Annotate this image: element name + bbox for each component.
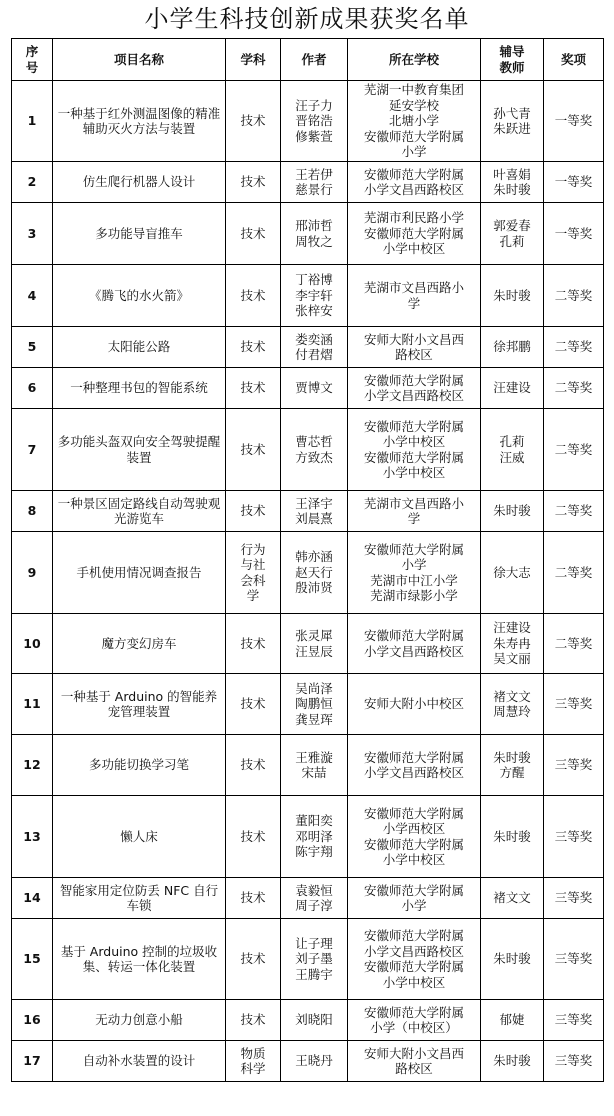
authors-line: 汪昱辰 [295, 643, 333, 659]
project-name-text: 手机使用情况调查报告 [76, 564, 202, 580]
authors-line: 殷沛贤 [295, 580, 333, 596]
schools-line: 安徽师范大学附属 [363, 836, 464, 852]
project-name-text: 仿生爬行机器人设计 [82, 174, 196, 190]
teachers-line: 朱时骏 [493, 503, 531, 519]
project-name-text: 一种整理书包的智能系统 [70, 380, 208, 396]
authors-line: 修紫萱 [295, 128, 333, 144]
subject [226, 265, 281, 327]
authors-line: 陶鹏恒 [295, 696, 333, 712]
schools-line: 安徽师范大学附属 [363, 928, 464, 943]
teachers [481, 532, 544, 614]
schools-line: 小学文昌西路校区 [363, 765, 464, 780]
schools [348, 1041, 481, 1082]
subject-line: 技术 [240, 890, 266, 906]
teachers [481, 491, 544, 532]
authors-line: 袁毅恒 [295, 882, 333, 898]
teachers-line: 褚文文 [493, 890, 531, 906]
authors-line: 付君熠 [295, 347, 333, 362]
subject-line: 技术 [240, 951, 266, 967]
teachers-line: 孔莉 [499, 233, 525, 249]
table-row [12, 735, 604, 796]
row-no: 3 [12, 203, 53, 265]
schools-line: 芜湖市文昌西路小 [363, 495, 464, 511]
authors [281, 614, 348, 674]
project-name [53, 796, 226, 878]
authors-line: 张梓安 [295, 303, 333, 319]
subject-line: 会科 [240, 572, 266, 588]
authors-line: 刘晨熹 [295, 511, 333, 526]
schools-line: 安徽师范大学附属 [363, 372, 464, 388]
teachers-line: 朱寿冉 [493, 635, 531, 651]
authors-line: 赵天行 [295, 564, 333, 580]
teachers-line: 吴文丽 [493, 651, 531, 667]
authors-line: 吴尚泽 [295, 680, 333, 696]
project-name [53, 674, 226, 735]
table-row [12, 265, 604, 327]
teachers [481, 796, 544, 878]
schools [348, 919, 481, 1000]
teachers [481, 614, 544, 674]
project-name [53, 1041, 226, 1082]
authors-line: 董阳奕 [295, 813, 333, 829]
table-row [12, 1041, 604, 1082]
award: 三等奖 [544, 735, 604, 796]
award: 二等奖 [544, 327, 604, 368]
row-no: 14 [12, 878, 53, 919]
schools-line: 安徽师范大学附属 [363, 449, 464, 465]
header-no: 序 号 [12, 39, 53, 81]
schools-line: 小学文昌西路校区 [363, 943, 464, 959]
teachers [481, 1000, 544, 1041]
award: 三等奖 [544, 919, 604, 1000]
project-name-text: 多功能切换学习笔 [88, 757, 189, 773]
award: 二等奖 [544, 491, 604, 532]
table-row [12, 491, 604, 532]
awards-table [11, 38, 604, 1082]
authors-line: 贾博文 [295, 380, 333, 396]
award: 三等奖 [544, 796, 604, 878]
teachers-line: 郁婕 [499, 1012, 525, 1028]
schools-line: 芜湖市绿影小学 [370, 588, 458, 603]
row-no: 2 [12, 162, 53, 203]
table-row [12, 1000, 604, 1041]
project-name [53, 878, 226, 919]
authors [281, 368, 348, 409]
teachers [481, 162, 544, 203]
award: 一等奖 [544, 162, 604, 203]
award: 三等奖 [544, 1000, 604, 1041]
teachers [481, 203, 544, 265]
project-name-text: 多功能头盔双向安全驾驶提醒装置 [57, 434, 221, 465]
table-row [12, 796, 604, 878]
schools [348, 409, 481, 491]
schools-line: 小学西校区 [382, 821, 446, 836]
schools [348, 674, 481, 735]
row-no: 8 [12, 491, 53, 532]
project-name [53, 203, 226, 265]
schools-line: 安徽师范大学附属 [363, 628, 464, 643]
row-no: 11 [12, 674, 53, 735]
project-name [53, 327, 226, 368]
subject-line: 学 [246, 588, 260, 603]
authors-line: 王泽宇 [295, 495, 333, 511]
subject [226, 491, 281, 532]
authors [281, 1000, 348, 1041]
authors-line: 刘晓阳 [295, 1012, 333, 1028]
authors-line: 刘子墨 [295, 951, 333, 967]
project-name [53, 735, 226, 796]
award: 三等奖 [544, 878, 604, 919]
authors-line: 王腾宇 [295, 966, 333, 982]
schools [348, 162, 481, 203]
subject-line: 技术 [240, 174, 266, 190]
authors [281, 532, 348, 614]
project-name [53, 265, 226, 327]
authors-line: 娄奕涵 [295, 331, 333, 347]
authors-line: 陈宇翔 [295, 844, 333, 860]
project-name-text: 懒人床 [120, 828, 158, 844]
project-name [53, 919, 226, 1000]
table-row [12, 162, 604, 203]
authors-line: 周牧之 [295, 233, 333, 249]
subject [226, 81, 281, 162]
authors-line: 韩亦涵 [295, 549, 333, 565]
table-row [12, 203, 604, 265]
subject-line: 技术 [240, 696, 266, 712]
authors-line: 王晓丹 [295, 1053, 333, 1069]
authors-line: 汪子力 [295, 97, 333, 113]
table-row [12, 674, 604, 735]
schools-line: 安师大附小文昌西 [363, 1045, 464, 1061]
teachers [481, 265, 544, 327]
schools-line: 小学中校区 [382, 465, 446, 480]
subject [226, 368, 281, 409]
header-row [12, 39, 604, 81]
authors-line: 李宇轩 [295, 287, 333, 303]
schools [348, 532, 481, 614]
authors-line: 邓明泽 [295, 828, 333, 844]
row-no: 15 [12, 919, 53, 1000]
teachers-line: 朱时骏 [493, 828, 531, 844]
teachers-line: 方醒 [499, 765, 525, 780]
header-subject: 学科 [226, 39, 281, 81]
table-row [12, 81, 604, 162]
authors [281, 327, 348, 368]
project-name [53, 532, 226, 614]
row-no: 4 [12, 265, 53, 327]
schools-line: 小学 [401, 144, 427, 160]
schools-line: 小学 [401, 898, 427, 913]
schools [348, 265, 481, 327]
project-name-text: 多功能导盲推车 [95, 225, 183, 241]
schools [348, 1000, 481, 1041]
teachers-line: 叶喜娟 [493, 166, 531, 182]
teachers [481, 735, 544, 796]
subject-line: 技术 [240, 1012, 266, 1028]
header-project: 项目名称 [53, 39, 226, 81]
teachers [481, 368, 544, 409]
teachers-line: 朱跃进 [493, 121, 531, 136]
teachers [481, 878, 544, 919]
teachers-line: 朱时骏 [493, 182, 531, 197]
schools [348, 327, 481, 368]
schools-line: 北塘小学 [388, 113, 439, 129]
authors [281, 203, 348, 265]
schools-line: 安徽师范大学附属 [363, 1004, 464, 1020]
row-no: 13 [12, 796, 53, 878]
authors [281, 491, 348, 532]
schools-line: 学 [407, 295, 421, 311]
project-name-text: 基于 Arduino 控制的垃圾收集、转运一体化装置 [60, 943, 218, 974]
schools-line: 芜湖市文昌西路小 [363, 280, 464, 295]
authors-line: 王若伊 [295, 166, 333, 182]
schools-line: 安徽师范大学附属 [363, 418, 464, 434]
table-row [12, 614, 604, 674]
page-title: 小学生科技创新成果获奖名单 [144, 5, 470, 33]
subject [226, 1041, 281, 1082]
schools-line: 安徽师范大学附属 [363, 749, 464, 765]
project-name [53, 162, 226, 203]
authors-line: 丁裕博 [295, 272, 333, 288]
subject [226, 532, 281, 614]
row-no: 7 [12, 409, 53, 491]
schools [348, 614, 481, 674]
schools [348, 878, 481, 919]
schools-line: 小学 [401, 557, 427, 572]
subject-line: 技术 [240, 441, 266, 457]
teachers-line: 汪建设 [493, 620, 531, 636]
table-row [12, 327, 604, 368]
schools [348, 735, 481, 796]
subject [226, 674, 281, 735]
award: 三等奖 [544, 1041, 604, 1082]
schools-line: 安徽师范大学附属 [363, 805, 464, 821]
row-no: 5 [12, 327, 53, 368]
authors-line: 张灵犀 [295, 628, 333, 643]
subject-line: 技术 [240, 339, 266, 355]
schools-line: 小学中校区 [382, 241, 446, 257]
teachers-line: 朱时骏 [493, 1053, 531, 1069]
schools-line: 小学（中校区） [370, 1020, 458, 1035]
schools-line: 小学文昌西路校区 [363, 388, 464, 403]
subject [226, 614, 281, 674]
authors [281, 1041, 348, 1082]
award: 一等奖 [544, 81, 604, 162]
authors [281, 796, 348, 878]
schools-line: 延安学校 [388, 97, 439, 113]
table-body [12, 81, 604, 1082]
subject [226, 878, 281, 919]
authors [281, 162, 348, 203]
teachers-line: 朱时骏 [493, 287, 531, 303]
teachers-line: 朱时骏 [493, 951, 531, 967]
authors [281, 919, 348, 1000]
project-name-text: 《腾飞的水火箭》 [88, 287, 189, 303]
table-row [12, 878, 604, 919]
teachers-line: 周慧玲 [493, 704, 531, 719]
award: 二等奖 [544, 368, 604, 409]
authors-line: 宋喆 [301, 765, 327, 780]
schools-line: 小学中校区 [382, 974, 446, 990]
authors [281, 265, 348, 327]
subject [226, 409, 281, 491]
project-name-text: 一种景区固定路线自动驾驶观光游览车 [57, 495, 221, 526]
teachers-line: 朱时骏 [493, 749, 531, 765]
schools-line: 安徽师范大学附属 [363, 166, 464, 182]
schools [348, 491, 481, 532]
schools-line: 安徽师范大学附属 [363, 959, 464, 974]
header-award: 奖项 [544, 39, 604, 81]
authors-line: 让子理 [295, 935, 333, 951]
schools-line: 小学中校区 [382, 434, 446, 449]
authors-line: 方致杰 [295, 449, 333, 465]
subject-line: 技术 [240, 503, 266, 519]
teachers [481, 919, 544, 1000]
table-row [12, 409, 604, 491]
schools-line: 芜湖市利民路小学 [363, 210, 464, 226]
award: 二等奖 [544, 265, 604, 327]
schools-line: 路校区 [395, 1061, 433, 1076]
subject-line: 技术 [240, 380, 266, 396]
subject [226, 327, 281, 368]
authors [281, 409, 348, 491]
subject-line: 技术 [240, 287, 266, 303]
subject-line: 科学 [240, 1061, 266, 1076]
authors-line: 周子淳 [295, 898, 333, 913]
subject [226, 735, 281, 796]
teachers [481, 674, 544, 735]
authors-line: 龚昱珲 [295, 711, 333, 727]
project-name-text: 自动补水装置的设计 [82, 1053, 196, 1069]
award: 二等奖 [544, 409, 604, 491]
table-row [12, 368, 604, 409]
subject-line: 与社 [240, 557, 266, 572]
authors-line: 曹芯哲 [295, 434, 333, 449]
authors-line: 晋铭浩 [295, 113, 333, 129]
table-row [12, 919, 604, 1000]
teachers [481, 81, 544, 162]
schools-line: 小学文昌西路校区 [363, 643, 464, 659]
teachers-line: 徐邦鹏 [493, 339, 531, 355]
project-name-text: 一种基于 Arduino 的智能养宠管理装置 [60, 688, 218, 719]
subject-line: 行为 [240, 541, 266, 557]
header-teacher: 辅导 教师 [481, 39, 544, 81]
schools-line: 安徽师范大学附属 [363, 225, 464, 241]
subject [226, 919, 281, 1000]
award: 二等奖 [544, 614, 604, 674]
award: 二等奖 [544, 532, 604, 614]
project-name [53, 1000, 226, 1041]
row-no: 16 [12, 1000, 53, 1041]
project-name [53, 368, 226, 409]
schools-line: 小学中校区 [382, 852, 446, 867]
schools [348, 796, 481, 878]
schools-line: 安徽师范大学附属 [363, 541, 464, 557]
subject [226, 796, 281, 878]
schools-line: 芜湖一中教育集团 [363, 82, 464, 98]
row-no: 10 [12, 614, 53, 674]
teachers [481, 1041, 544, 1082]
project-name [53, 614, 226, 674]
teachers-line: 汪威 [499, 449, 525, 465]
schools-line: 安徽师范大学附属 [363, 882, 464, 898]
subject-line: 技术 [240, 757, 266, 773]
row-no: 6 [12, 368, 53, 409]
schools-line: 安徽师范大学附属 [363, 128, 464, 144]
subject-line: 技术 [240, 225, 266, 241]
schools-line: 路校区 [395, 347, 433, 362]
row-no: 17 [12, 1041, 53, 1082]
schools-line: 学 [407, 511, 421, 526]
authors [281, 878, 348, 919]
teachers-line: 徐大志 [493, 564, 531, 580]
teachers [481, 327, 544, 368]
project-name [53, 491, 226, 532]
schools-line: 安师大附小文昌西 [363, 331, 464, 347]
authors-line: 王雅漩 [295, 749, 333, 765]
subject [226, 203, 281, 265]
authors [281, 735, 348, 796]
project-name [53, 81, 226, 162]
teachers-line: 郭爱春 [493, 218, 531, 233]
project-name-text: 无动力创意小船 [95, 1012, 183, 1028]
authors [281, 81, 348, 162]
subject-line: 物质 [240, 1045, 266, 1061]
row-no: 1 [12, 81, 53, 162]
award: 一等奖 [544, 203, 604, 265]
project-name-text: 魔方变幻房车 [101, 635, 177, 651]
header-school: 所在学校 [348, 39, 481, 81]
authors-line: 慈景行 [295, 182, 333, 197]
schools-line: 小学文昌西路校区 [363, 182, 464, 197]
project-name [53, 409, 226, 491]
teachers-line: 孔莉 [499, 434, 525, 449]
project-name-text: 太阳能公路 [107, 339, 171, 355]
table-row [12, 532, 604, 614]
subject-line: 技术 [240, 828, 266, 844]
subject [226, 162, 281, 203]
row-no: 9 [12, 532, 53, 614]
schools [348, 203, 481, 265]
teachers-line: 汪建设 [493, 380, 531, 396]
schools [348, 368, 481, 409]
schools-line: 芜湖市中江小学 [370, 572, 458, 588]
project-name-text: 一种基于红外测温图像的精准辅助灭火方法与装置 [57, 105, 221, 136]
header-author: 作者 [281, 39, 348, 81]
teachers-line: 褚文文 [493, 688, 531, 704]
schools-line: 安师大附小中校区 [363, 696, 464, 712]
teachers-line: 孙弋青 [493, 105, 531, 121]
subject-line: 技术 [240, 635, 266, 651]
subject-line: 技术 [240, 113, 266, 129]
authors-line: 邢沛哲 [295, 218, 333, 233]
project-name-text: 智能家用定位防丢 NFC 自行车锁 [59, 882, 219, 913]
schools [348, 81, 481, 162]
teachers [481, 409, 544, 491]
authors [281, 674, 348, 735]
row-no: 12 [12, 735, 53, 796]
subject [226, 1000, 281, 1041]
award: 三等奖 [544, 674, 604, 735]
